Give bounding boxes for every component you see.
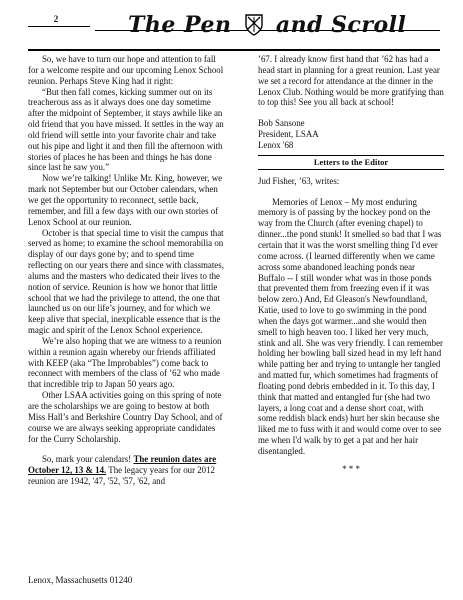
right-column: [258, 54, 444, 475]
letter-gap: [258, 187, 444, 197]
stephen-king-quote: “But then fall comes, kicking summer out on its treacherous ass as it always does one day sometime after the midpoint of September, it stays awhile like an old friend that you have missed. It settles in the way an old friend will settle into your favorite chair and take out his pipe and light it and then fill the afternoon with stories of places he has been and things he has done since last he saw you.”: [28, 86, 224, 173]
page-number-underline: [28, 26, 90, 27]
masthead-bottom-rule: [28, 49, 440, 51]
paragraph-gap: [28, 444, 224, 454]
masthead-title-part1: The Pen: [128, 12, 232, 38]
intro-paragraph: So, we have to turn our hope and attention to fall for a welcome respite and our upcoming Lenox School reunion. Perhaps Steve King had it right:: [28, 54, 224, 86]
letter-author: Jud Fisher, ’63, writes:: [258, 175, 340, 186]
reunion-dates-highlight: The reunion dates are October 12, 13 & 14.: [28, 454, 217, 476]
section-separator: * * *: [342, 463, 360, 474]
signature-class: Lenox '68: [258, 139, 294, 150]
scholarships-paragraph: Other LSAA activities going on this spring of note are the scholarships we are going to bestow at both Miss Hall’s and Berkshire Country Day School, and of course we are always seeking appropriate candidates for the Curry Scholarship.: [28, 390, 223, 444]
masthead-title-part2: and Scroll: [275, 12, 407, 38]
school-crest-icon: [245, 14, 263, 36]
reunion-dates-paragraph: [28, 454, 224, 487]
signature-name: Bob Sansone: [258, 118, 305, 129]
footer-address: Lenox, Massachusetts 01240: [28, 575, 133, 585]
legacy-years-text: The legacy years for our 2012 reunion are 1942, '47, '52, '57, '62, and: [28, 465, 215, 487]
signature-gap: [258, 108, 444, 118]
signature-title: President, LSAA: [258, 129, 319, 140]
special-time-paragraph: October is that special time to visit the campus that served as home; to examine the school memorabilia on display of our days gone by; and to spend time reflecting on our years there and since with classmates, alums and the masters who dedicated their lives to the notion of service. Reunion is how we honor that little school that we had the privilege to attend, the one that launched us on our life’s journey, and for which we keep alive that special, inexplicable essence that is the magic and spirit of the Lenox School experience.: [28, 227, 224, 336]
page-number: 2: [53, 14, 59, 24]
newsletter-masthead: [128, 11, 428, 39]
letter-body: Memories of Lenox – My most enduring memory is of passing by the hockey pond on the way from the Church (after evening chapel) to dinner...the pond stunk! It smelled so bad that I was certain that it was the worst smelling thing I'd ever come across. (I learned differently when we came across some abandoned leaching ponds near Buffalo -- I still wonder what was in those ponds that prevented them from freezing even if it was below zero.) And, Ed Gleason's Newfoundland, Katie, used to love to go swimming in the pond when the days got warmer...and she would then smell to high heaven too. I liked her very much, stink and all. She was very friendly. I can remember holding her bowling ball sized head in my left hand while patting her and trying to untangle her tangled and matted fur, which sometimes had fragments of floating pond debris embedded in it. To this day, I think that matted and entangled fur (she had two layers, a long coat and a dense short coat, with some reddish black ends) hurt her skin because she liked me to fuss with it and would come over to see me when I'd walk by to get a pat and her hair disentangled.: [258, 196, 443, 456]
october-paragraph: Now we’re talking! Unlike Mr. King, however, we mark not September but our October calendars, when we get the opportunity to reconnect, settle back, remember, and fill a few days with our own stories of Lenox School at our reunion.: [28, 173, 223, 227]
continued-paragraph: ’67. I already know first hand that ’62 has had a head start in planning for a great reunion. Last year we set a record for attendance at the dinner in the Lenox Club. Nothing would be more gratifying than to top this! See you all back at school!: [258, 54, 444, 108]
keep-reunion-paragraph: We’re also hoping that we are witness to a reunion within a reunion again whereby our friends affiliated with KEEP (aka “The Improbables”) come back to reconnect with members of the class of ’62 who made that incredible trip to Japan 50 years ago.: [28, 335, 222, 390]
reunion-dates-lead: So, mark your calendars!: [42, 454, 134, 465]
letters-to-editor-heading: Letters to the Editor: [258, 155, 444, 170]
left-column: [28, 54, 224, 487]
